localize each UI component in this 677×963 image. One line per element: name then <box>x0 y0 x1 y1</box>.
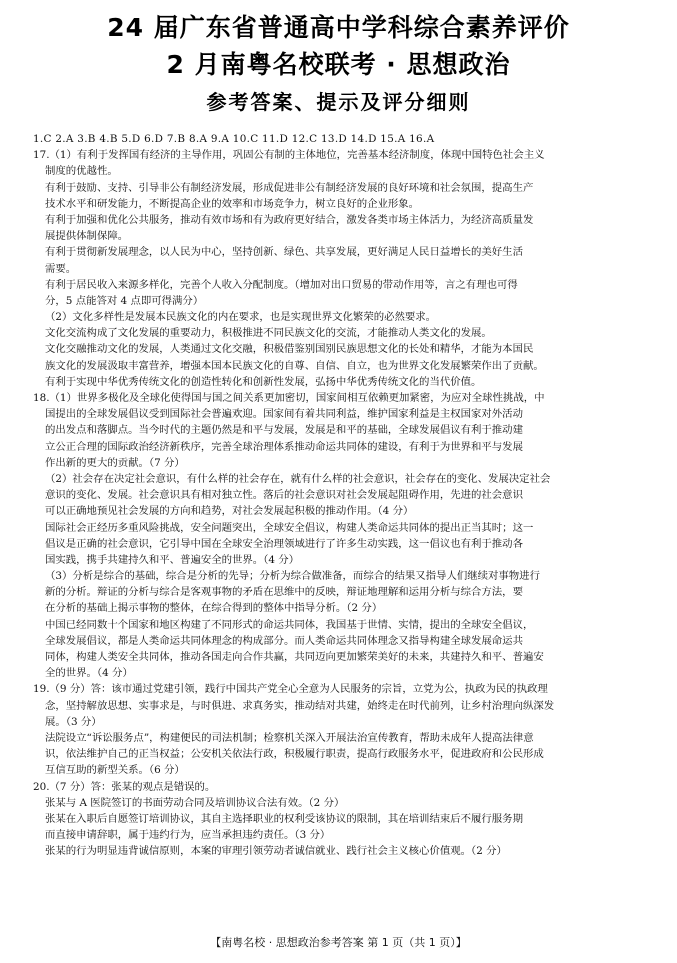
answer-line: 张某在入职后自愿签订培训协议，其自主选择职业的权利受该协议的限制，其在培训结束后不履行服务期 <box>45 812 523 825</box>
answer-line: 作出新的更大的贡献。（7 分） <box>45 456 185 469</box>
answer-line: 可以正确地预见社会发展的方向和趋势，对社会发展起积极的推动作用。（4 分） <box>45 505 414 518</box>
answer-line: 文化交融推动文化的发展，人类通过文化交融，积极借鉴别国别民族思想文化的长处和精华，才能为本国民 <box>45 343 534 356</box>
answer-line: 展提供体制保障。 <box>45 230 129 243</box>
answer-line: 而直接申请辞职，属于违约行为，应当承担违约责任。（3 分） <box>45 829 331 842</box>
answer-line: 19.（9 分）答：该市通过党建引领，践行中国共产党全心全意为人民服务的宗旨，立党为公，执政为民的执政理 <box>33 683 548 696</box>
answer-line: 有利于贯彻新发展理念，以人民为中心，坚持创新、绿色、共享发展，更好满足人民日益增长的美好生活 <box>45 246 523 259</box>
answer-line: 20.（7 分）答：张某的观点是错误的。 <box>33 780 216 793</box>
answer-content <box>33 131 651 859</box>
answer-line: 分，5 点能答对 4 点即可得满分） <box>45 294 204 307</box>
answer-line: 在分析的基础上揭示事物的整体，在综合得到的整体中指导分析。（2 分） <box>45 602 383 615</box>
answer-line: 文化交流构成了文化发展的重要动力，积极推进不同民族文化的交流，才能推动人类文化的发展。 <box>45 327 492 340</box>
answer-line: （3）分析是综合的基础，综合是分析的先导；分析为综合做准备，而综合的结果又指导人们继续对事物进行 <box>45 570 540 583</box>
answer-line: 立公正合理的国际政治经济新秩序，完善全球治理体系推动命运共同体的建设，有利于为世界和平与发展 <box>45 440 523 453</box>
answer-line: 有利于鼓励、支持、引导非公有制经济发展，形成促进非公有制经济发展的良好环境和社会氛围，提高生产 <box>45 181 534 194</box>
answer-line: 法院设立“诉讼服务点”，构建便民的司法机制；检察机关深入开展法治宣传教育，帮助未成年人提高法律意 <box>45 731 534 744</box>
answer-line: （2）文化多样性是发展本民族文化的内在要求，也是实现世界文化繁荣的必然要求。 <box>45 311 437 324</box>
answer-line: （2）社会存在决定社会意识，有什么样的社会存在，就有什么样的社会意识，社会存在的变化、发展决定社会 <box>45 472 551 485</box>
answer-line: 技术水平和研发能力，不断提高企业的效率和市场竞争力，树立良好的企业形象。 <box>45 197 420 210</box>
answer-line: 需要。 <box>45 262 77 275</box>
answer-line: 18.（1）世界多极化及全球化使得国与国之间关系更加密切，国家间相互依赖更加紧密，为应对全球性挑战，中 <box>33 392 545 404</box>
answer-line: 念，坚持解放思想、实事求是，与时俱进、求真务实，推动结对共建，始终走在时代前列，让乡村治理向纵深发 <box>45 699 555 712</box>
answer-line: 国实践，携手共建持久和平、普遍安全的世界。（4 分） <box>45 553 300 566</box>
answer-line: 识，依法维护自己的正当权益；公安机关依法行政，积极履行职责，提高行政服务水平，促进政府和公民形成 <box>45 748 544 761</box>
answer-line: 意识的变化、发展。社会意识具有相对独立性。落后的社会意识对社会发展起阻碍作用，先进的社会意识 <box>45 489 523 502</box>
answer-line: 全球发展倡议，都是人类命运共同体理念的构成部分。而人类命运共同体理念又指导构建全球发展命运共 <box>45 634 523 647</box>
page-subtitle: 参考答案、提示及评分细则 <box>206 90 471 114</box>
answer-line: 制度的优越性。 <box>45 165 118 178</box>
answer-line: 国际社会正经历多重风险挑战，安全问题突出，全球安全倡议，构建人类命运共同体的提出正当其时；这一 <box>45 521 534 534</box>
answer-line: 17.（1）有利于发挥国有经济的主导作用，巩固公有制的主体地位，完善基本经济制度，体现中国特色社会主义 <box>33 149 545 162</box>
answer-line: 有利于实现中华优秀传统文化的创造性转化和创新性发展，弘扬中华优秀传统文化的当代价值。 <box>45 375 482 388</box>
answer-line: 的出发点和落脚点。当今时代的主题仍然是和平与发展，发展是和平的基础，全球发展倡议有利于推动建 <box>45 424 523 437</box>
answer-line: 新的分析。辩证的分析与综合是客观事物的矛盾在思维中的反映，辩证地理解和运用分析与综合方法，要 <box>45 586 523 599</box>
page-footer: 【南粤名校 · 思想政治参考答案 第 1 页（共 1 页）】 <box>210 936 467 949</box>
answer-line: 倡议是正确的社会意识，它引导中国在全球安全治理领域进行了许多生动实践，这一倡议也有利于推动各 <box>45 537 523 550</box>
answer-line: 互信互助的新型关系。（6 分） <box>45 764 185 777</box>
answer-line: 全的世界。（4 分） <box>45 667 133 680</box>
multiple-choice-answers: 1.C 2.A 3.B 4.B 5.D 6.D 7.B 8.A 9.A 10.C 11.D 12.C 13.D 14.D 15.A 16.A <box>33 133 435 145</box>
page-title-line1: 24 届广东省普通高中学科综合素养评价 <box>107 13 570 42</box>
answer-line: 展。（3 分） <box>45 715 102 728</box>
answer-line: 中国已经同数十个国家和地区构建了不同形式的命运共同体，我国基于世情、实情，提出的全球安全倡议， <box>45 618 534 631</box>
answer-line: 张某与 A 医院签订的书面劳动合同及培训协议合法有效。（2 分） <box>45 796 345 809</box>
answer-line: 张某的行为明显违背诚信原则，本案的审理引领劳动者诚信就业、践行社会主义核心价值观。（2 分） <box>45 845 507 858</box>
page-title-line2: 2 月南粤名校联考 · 思想政治 <box>166 50 511 79</box>
answer-line: 有利于加强和优化公共服务，推动有效市场和有为政府更好结合，激发各类市场主体活力，为经济高质量发 <box>45 213 534 226</box>
answer-line: 同体，构建人类安全共同体，推动各国走向合作共赢，共同迈向更加繁荣美好的未来，共建持久和平、普遍安 <box>45 651 544 663</box>
answer-line: 有利于居民收入来源多样化，完善个人收入分配制度。（增加对出口贸易的带动作用等，言之有理也可得 <box>45 278 518 291</box>
answer-line: 国提出的全球发展倡议受到国际社会普遍欢迎。国家间有着共同利益，维护国家利益是主权国家对外活动 <box>45 408 523 421</box>
answer-line: 族文化的发展汲取丰富营养，增强本国本民族文化的自尊、自信、自立，也为世界文化发展繁荣作出了贡献。 <box>45 359 544 372</box>
